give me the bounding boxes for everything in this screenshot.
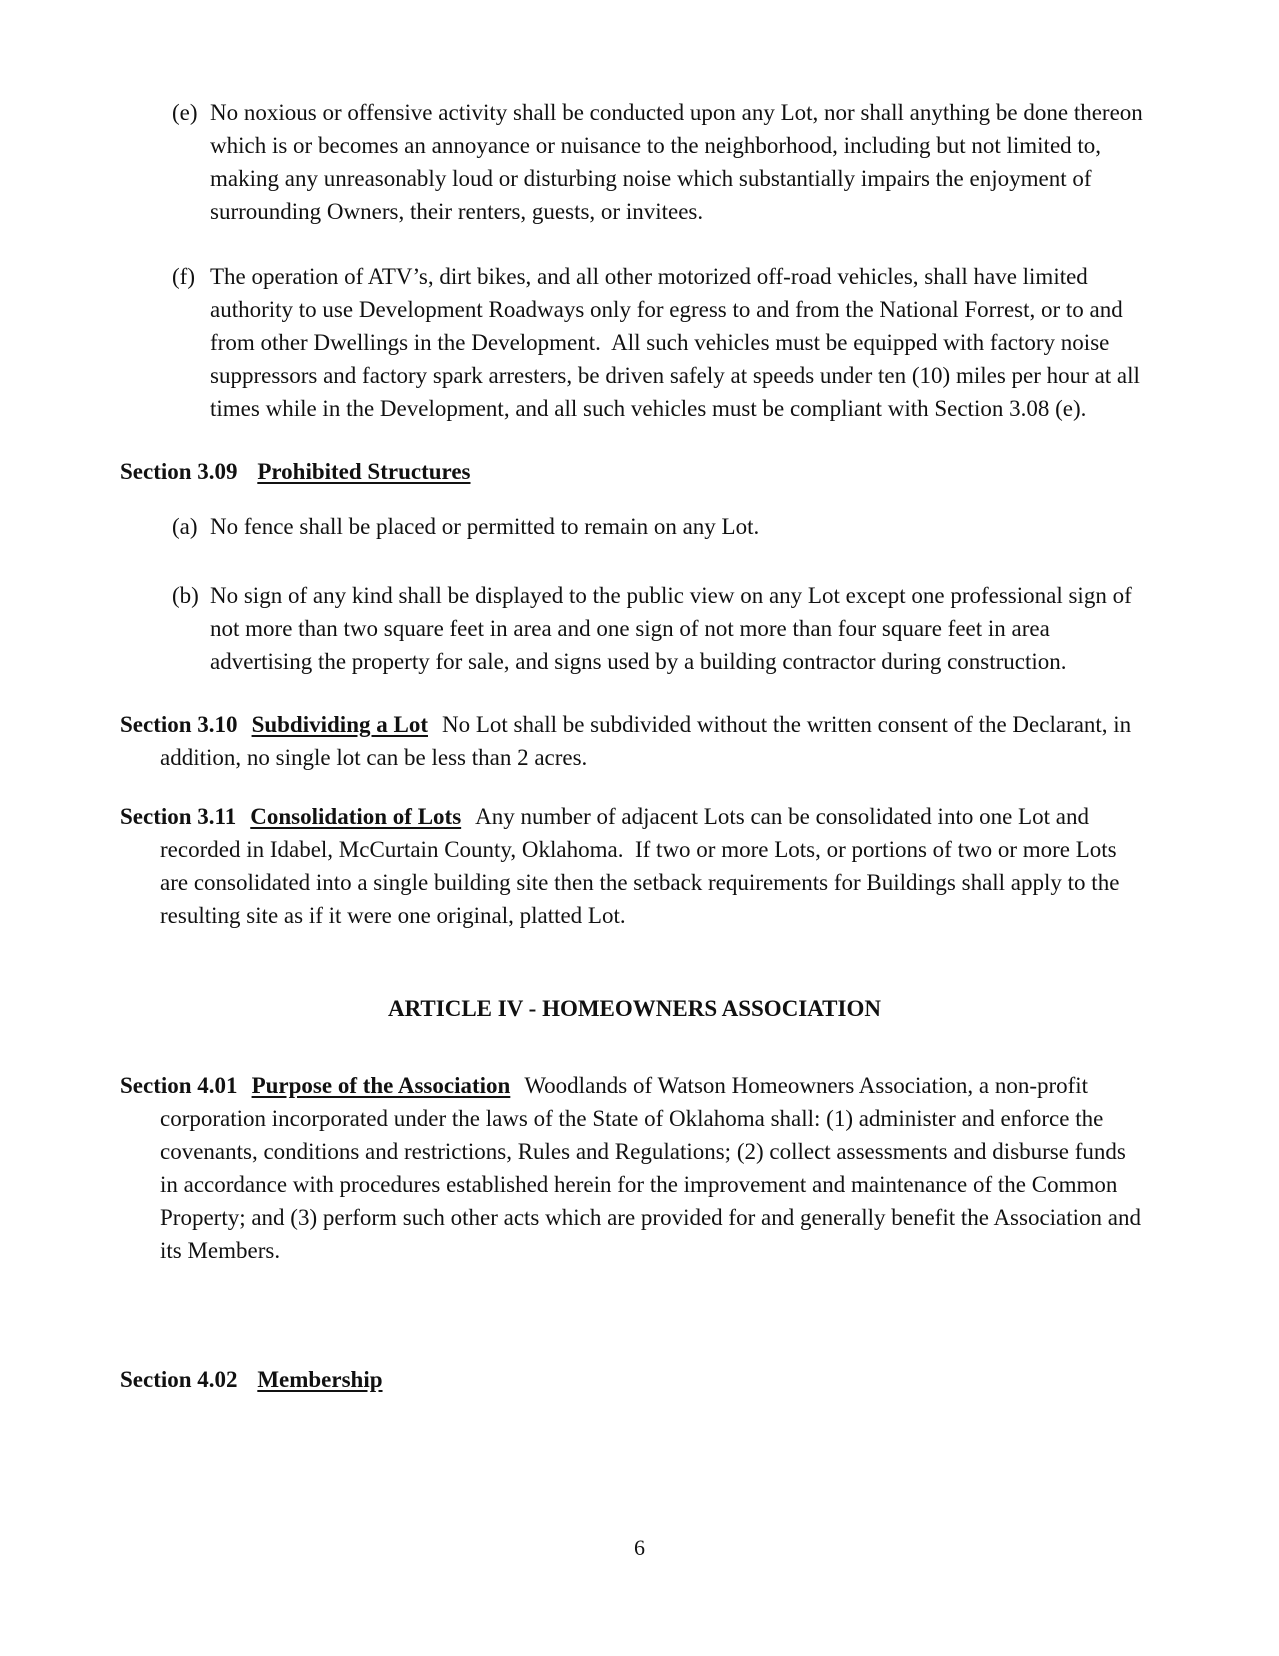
section-3-11-label: Section 3.11 xyxy=(120,804,237,829)
list-item-f-text: The operation of ATV’s, dirt bikes, and all other motorized off-road vehicles, shall have limited authority to use Development Roadways only for egress to and from the National Forrest, or to and from other Dwellings in the Development. All such vehicles must be equipped with factory noise suppressors and factory spark arresters, be driven safely at speeds under ten (10) miles per hour at all times while in the Development, and all such vehicles must be compliant with Section 3.08 (e). xyxy=(210,264,1146,421)
section-3-11-title: Consolidation of Lots xyxy=(250,804,462,829)
section-3-11-paragraph xyxy=(120,800,1149,932)
section-4-01-paragraph xyxy=(120,1069,1149,1267)
list-item-a-text: No fence shall be placed or permitted to remain on any Lot. xyxy=(210,514,760,539)
page-number: 6 xyxy=(634,1535,645,1560)
section-4-02-label: Section 4.02 xyxy=(120,1367,238,1392)
list-item-e-marker: (e) xyxy=(172,100,198,125)
section-3-10-paragraph xyxy=(120,708,1149,774)
section-3-09-title: Prohibited Structures xyxy=(257,459,471,484)
section-4-02-heading xyxy=(120,1363,1149,1396)
section-3-10-body: No Lot shall be subdivided without the written consent of the Declarant, in addition, no single lot can be less than 2 acres. xyxy=(160,712,1137,770)
section-3-09-label: Section 3.09 xyxy=(120,459,238,484)
section-4-01-body: Woodlands of Watson Homeowners Association, a non-profit corporation incorporated under the laws of the State of Oklahoma shall: (1) administer and enforce the covenants, conditions and restrictions, Rules and Regulations; (2) collect assessments and disburse funds in accordance with procedures established herein for the improvement and maintenance of the Common Property; and (3) perform such other acts which are provided for and generally benefit the Association and its Members. xyxy=(160,1073,1147,1263)
list-item-b-text: No sign of any kind shall be displayed to the public view on any Lot except one professional sign of not more than two square feet in area and one sign of not more than four square feet in area advertising the property for sale, and signs used by a building contractor during construction. xyxy=(210,583,1138,674)
list-item-b xyxy=(120,579,1149,678)
section-3-09-heading xyxy=(120,455,1149,488)
article-iv-heading: ARTICLE IV - HOMEOWNERS ASSOCIATION xyxy=(388,996,881,1021)
list-item-f xyxy=(120,260,1149,425)
section-3-10-title: Subdividing a Lot xyxy=(251,712,428,737)
section-4-02-title: Membership xyxy=(257,1367,383,1392)
list-item-a-marker: (a) xyxy=(172,514,198,539)
list-item-a xyxy=(120,510,1149,543)
section-3-11-body: Any number of adjacent Lots can be consolidated into one Lot and recorded in Idabel, McCurtain County, Oklahoma. If two or more Lots, or portions of two or more Lots are consolidated into a single building site then the setback requirements for Buildings shall apply to the resulting site as if it were one original, platted Lot. xyxy=(160,804,1126,928)
section-4-01-title: Purpose of the Association xyxy=(251,1073,511,1098)
list-item-b-marker: (b) xyxy=(172,583,199,608)
section-4-01-label: Section 4.01 xyxy=(120,1073,238,1098)
section-3-10-label: Section 3.10 xyxy=(120,712,238,737)
list-item-e xyxy=(120,96,1149,228)
list-item-e-text: No noxious or offensive activity shall be conducted upon any Lot, nor shall anything be done thereon which is or becomes an annoyance or nuisance to the neighborhood, including but not limited to, making any unreasonably loud or disturbing noise which substantially impairs the enjoyment of surrounding Owners, their renters, guests, or invitees. xyxy=(210,100,1149,224)
list-item-f-marker: (f) xyxy=(172,264,195,289)
